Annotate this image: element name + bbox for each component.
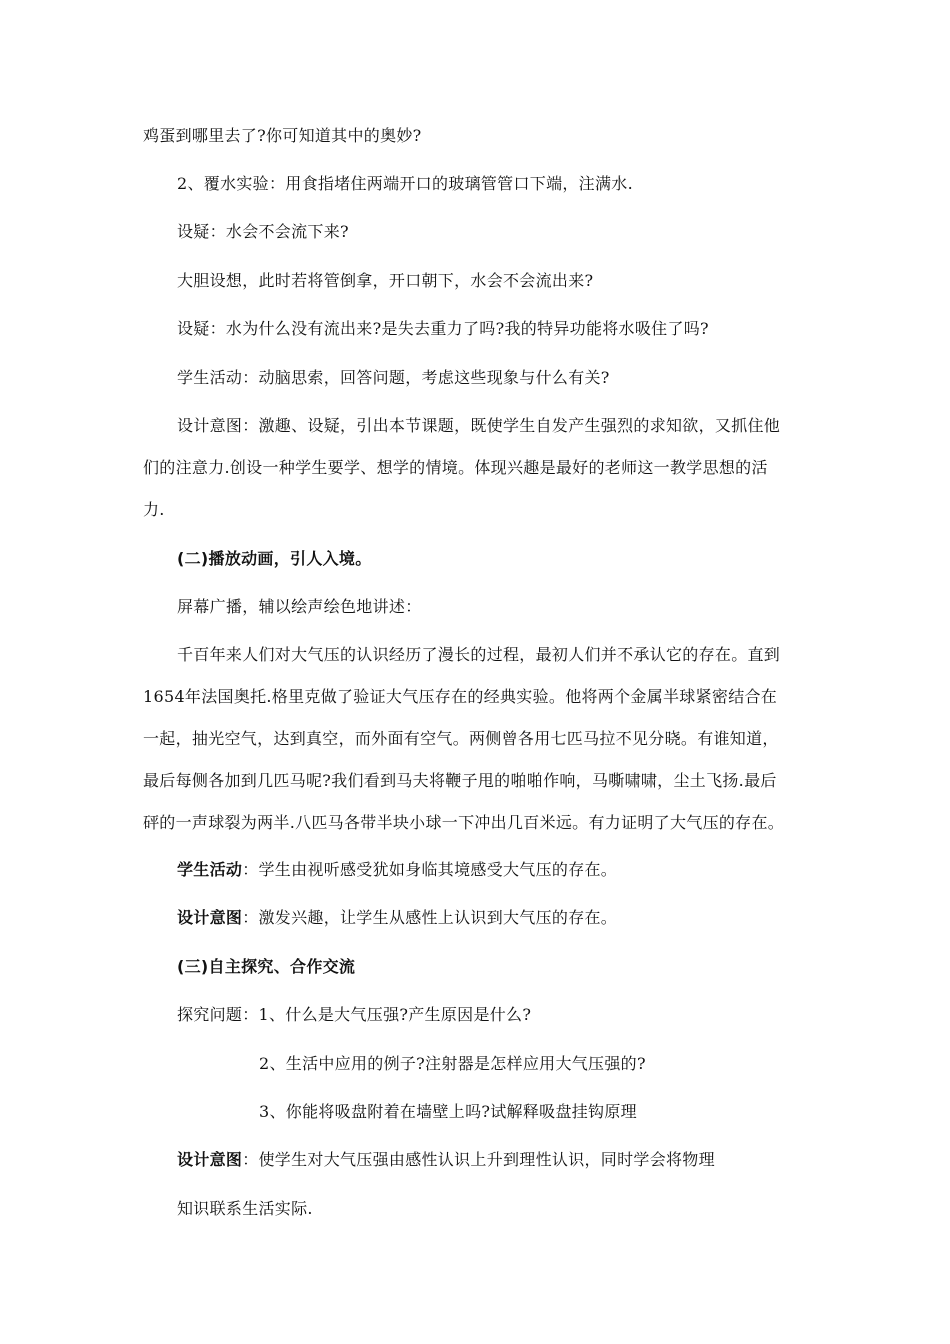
paragraph-question-2: 设疑：水为什么没有流出来?是失去重力了吗?我的特异功能将水吸住了吗? (177, 319, 709, 338)
design-intent-label: 设计意图 (177, 908, 243, 927)
paragraph-design-intent-1-line3: 力. (143, 500, 165, 519)
section-heading-2: (二)播放动画，引人入境。 (177, 549, 372, 568)
paragraph-cover-water-experiment: 2、覆水实验：用食指堵住两端开口的玻璃管管口下端，注满水. (177, 174, 633, 193)
section-heading-3: (三)自主探究、合作交流 (177, 957, 356, 976)
design-intent-text: ：激发兴趣，让学生从感性上认识到大气压的存在。 (242, 908, 618, 927)
paragraph-explore-question-1: 探究问题：1、什么是大气压强?产生原因是什么? (177, 1005, 532, 1024)
design-intent-3-label: 设计意图 (177, 1150, 243, 1169)
design-intent-3-text: ：使学生对大气压强由感性认识上升到理性认识，同时学会将物理 (242, 1150, 715, 1169)
paragraph-explore-question-2: 2、生活中应用的例子?注射器是怎样应用大气压强的? (259, 1054, 646, 1073)
paragraph-design-intent-3 (177, 1150, 715, 1170)
paragraph-broadcast: 屏幕广播，辅以绘声绘色地讲述： (177, 597, 422, 616)
paragraph-story-line5: 砰的一声球裂为两半.八匹马各带半块小球一下冲出几百米远。有力证明了大气压的存在。 (143, 813, 785, 832)
paragraph-design-intent-3-line2: 知识联系生活实际. (177, 1199, 313, 1218)
student-activity-label: 学生活动 (177, 860, 243, 879)
paragraph-design-intent-1-line2: 们的注意力.创设一种学生要学、想学的情境。体现兴趣是最好的老师这一教学思想的活 (143, 458, 768, 477)
paragraph-bold-guess: 大胆设想，此时若将管倒拿，开口朝下，水会不会流出来? (177, 271, 594, 290)
paragraph-design-intent-1-line1: 设计意图：激趣、设疑，引出本节课题，既使学生自发产生强烈的求知欲，又抓住他 (177, 416, 781, 435)
paragraph-student-activity-1: 学生活动：动脑思索，回答问题，考虑这些现象与什么有关? (177, 368, 610, 387)
paragraph-story-line2: 1654年法国奥托.格里克做了验证大气压存在的经典实验。他将两个金属半球紧密结合在 (143, 687, 778, 706)
paragraph-design-intent-2 (177, 908, 617, 928)
paragraph-student-activity-2 (177, 860, 617, 880)
paragraph-question-1: 设疑：水会不会流下来? (177, 222, 349, 241)
paragraph-explore-question-3: 3、你能将吸盘附着在墙壁上吗?试解释吸盘挂钩原理 (259, 1102, 637, 1121)
paragraph-story-line1: 千百年来人们对大气压的认识经历了漫长的过程，最初人们并不承认它的存在。直到 (177, 645, 781, 664)
student-activity-text: ：学生由视听感受犹如身临其境感受大气压的存在。 (242, 860, 618, 879)
paragraph-story-line4: 最后每侧各加到几匹马呢?我们看到马夫将鞭子甩的啪啪作响，马嘶啸啸，尘土飞扬.最后 (143, 771, 777, 790)
paragraph-egg-end: 鸡蛋到哪里去了?你可知道其中的奥妙? (143, 126, 422, 145)
paragraph-story-line3: 一起，抽光空气，达到真空，而外面有空气。两侧曾各用七匹马拉不见分晓。有谁知道， (143, 729, 779, 748)
